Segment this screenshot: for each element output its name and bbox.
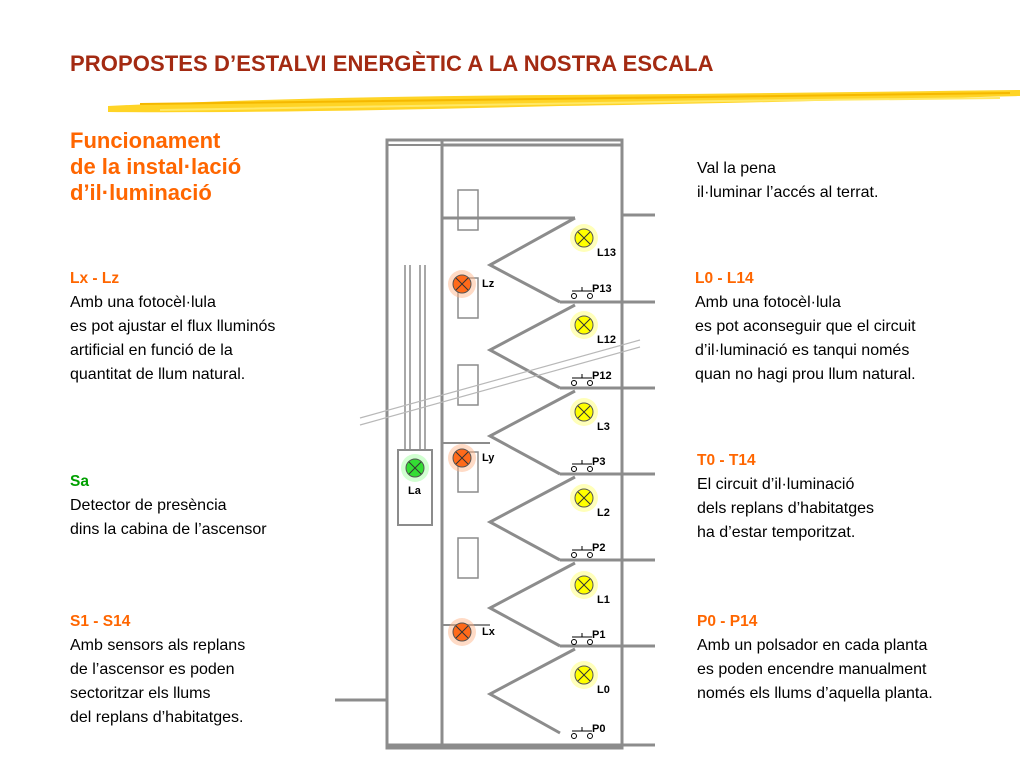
lamp-icon [570,398,610,433]
pushbutton-label: P3 [592,456,606,468]
note-line: Detector de presència [70,497,227,514]
note-line: sectoritzar els llums [70,685,211,702]
note-line: El circuit d’il·luminació [697,476,855,493]
note-line: de l’ascensor es poden [70,661,235,678]
lamp-icon-label: L2 [597,507,610,519]
note-line: es poden encendre manualment [697,661,927,678]
note-sa [70,470,267,542]
note-line: d’il·luminació es tanqui només [695,342,910,359]
pushbutton-label: P13 [592,283,612,295]
lamp-icon [570,311,616,346]
photocell-lamp-icon [448,444,495,472]
building-section [335,140,655,748]
photocell-lamp-icon [448,618,496,646]
note-line: il·luminar l’accés al terrat. [697,184,879,201]
note-line: es pot aconseguir que el circuit [695,318,916,335]
note-line: només els llums d’aquella planta. [697,685,933,702]
photocell-lamp-icon-label: Lx [482,626,495,638]
note-heading: L0 - L14 [695,270,754,287]
note-roof-access [697,157,878,205]
note-line: ha d’estar temporitzat. [697,524,856,541]
subtitle-line: de la instal·lació [70,154,242,179]
note-line: artificial en funció de la [70,342,233,359]
lamp-icon-label: L1 [597,594,610,606]
pushbutton-label: P2 [592,542,606,554]
photocell-lamp-icon [448,270,495,298]
pushbutton-label: P1 [592,629,606,641]
note-line: Amb una fotocèl·lula [70,294,216,311]
subtitle-line: Funcionament [70,128,221,153]
note-heading: Lx - Lz [70,270,120,287]
presence-lamp-icon [401,454,429,497]
note-heading: S1 - S14 [70,613,131,630]
note-s1-s14 [70,610,245,730]
subtitle-line: d’il·luminació [70,180,212,205]
note-line: es pot ajustar el flux lluminós [70,318,276,335]
lamp-icon-label: L0 [597,684,610,696]
section-subtitle [70,128,241,206]
lamp-icon [570,661,610,696]
note-line: del replans d’habitatges. [70,709,244,726]
note-line: Amb sensors als replans [70,637,246,654]
pushbutton-label: P0 [592,723,606,735]
lamp-icon [570,224,616,259]
pushbutton-icon [572,370,612,386]
lamp-icon-label: L12 [597,334,616,346]
note-lx-lz [70,267,275,387]
page-title: PROPOSTES D’ESTALVI ENERGÈTIC A LA NOSTRA ESCALA [70,51,714,76]
photocell-lamp-icon-label: Ly [482,452,495,464]
note-line: Val la pena [697,160,776,177]
note-line: dels replans d’habitatges [697,500,875,517]
note-l0-l14 [695,267,916,387]
pushbutton-icon [572,629,606,645]
note-heading: Sa [70,473,89,490]
note-line: dins la cabina de l’ascensor [70,521,267,538]
presence-lamp-icon-label: La [408,485,421,497]
pushbutton-icon [572,283,612,299]
pushbutton-icon [572,723,606,739]
note-t0-t14 [697,449,874,545]
lamp-icon [570,484,610,519]
section-break-lines [360,340,640,425]
pushbutton-icon [572,456,606,472]
photocell-lamp-icon-label: Lz [482,278,495,290]
note-line: Amb una fotocèl·lula [695,294,841,311]
note-heading: T0 - T14 [697,452,756,469]
pushbutton-label: P12 [592,370,612,382]
note-line: quan no hagi prou llum natural. [695,366,916,383]
lamp-icon [570,571,610,606]
lamp-icon-label: L3 [597,421,610,433]
note-line: Amb un polsador en cada planta [697,637,928,654]
note-heading: P0 - P14 [697,613,758,630]
note-line: quantitat de llum natural. [70,366,246,383]
note-p0-p14 [697,610,933,706]
lamp-icon-label: L13 [597,247,616,259]
pushbutton-icon [572,542,606,558]
